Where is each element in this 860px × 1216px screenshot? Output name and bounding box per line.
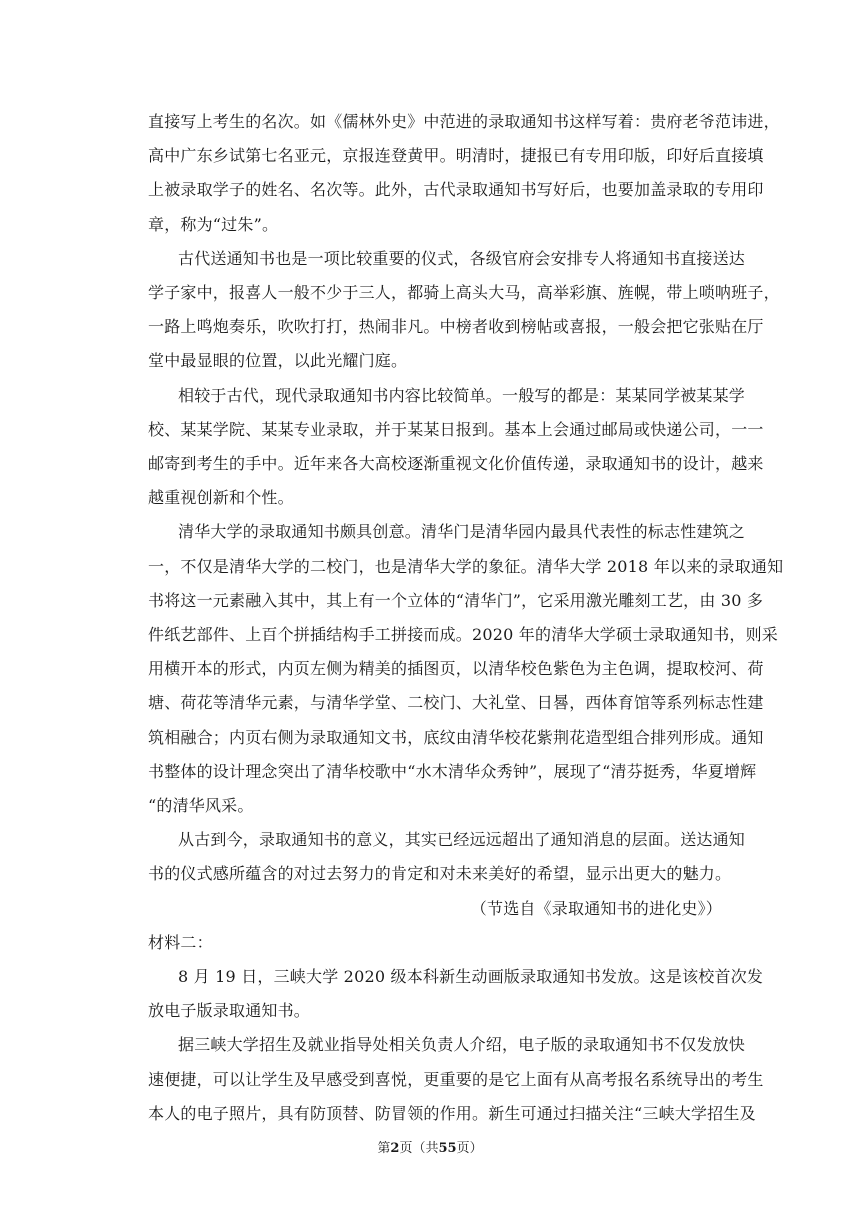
text-line: 古代送通知书也是一项比较重要的仪式，各级官府会安排专人将通知书直接送达 [178, 249, 746, 268]
text-line: 一，不仅是清华大学的二校门，也是清华大学的象征。清华大学 2018 年以来的录取通知 [148, 557, 784, 576]
source-attribution: （节选自《录取通知书的进化史》） [470, 899, 722, 918]
footer-page-number: 2 [390, 1141, 400, 1156]
text-line: 从古到今，录取通知书的意义，其实已经远远超出了通知消息的层面。送达通知 [178, 830, 746, 849]
text-line: 用横开本的形式，内页左侧为精美的插图页，以清华校色紫色为主色调，提取校河、荷 [148, 659, 764, 678]
text-line: 速便捷，可以让学生及早感受到喜悦，更重要的是它上面有从高考报名系统导出的考生 [148, 1070, 764, 1089]
text-line: 据三峡大学招生及就业指导处相关负责人介绍，电子版的录取通知书不仅发放快 [178, 1035, 746, 1054]
footer-prefix: 第 [377, 1141, 391, 1156]
text-line: 章，称为“过朱”。 [148, 215, 279, 234]
text-line: 高中广东乡试第七名亚元，京报连登黄甲。明清时，捷报已有专用印版，印好后直接填 [148, 146, 764, 165]
text-line: 校、某某学院、某某专业录取，并于某某日报到。基本上会通过邮局或快递公司，一一 [148, 420, 764, 439]
text-line: 堂中最显眼的位置，以此光耀门庭。 [148, 351, 408, 370]
text-line: 8 月 19 日，三峡大学 2020 级本科新生动画版录取通知书发放。这是该校首次发 [178, 967, 764, 986]
text-line: 书的仪式感所蕴含的对过去努力的肯定和对未来美好的希望，显示出更大的魅力。 [148, 864, 732, 883]
text-line: 相较于古代，现代录取通知书内容比较简单。一般写的都是：某某同学被某某学 [178, 386, 746, 405]
text-line: 放电子版录取通知书。 [148, 1001, 311, 1020]
text-line: “的清华风采。 [148, 796, 254, 815]
text-line: 直接写上考生的名次。如《儒林外史》中范进的录取通知书这样写着：贵府老爷范讳进， [148, 112, 780, 131]
text-line: 件纸艺部件、上百个拼插结构手工拼接而成。2020 年的清华大学硕士录取通知书，则采 [148, 625, 779, 644]
text-line: 本人的电子照片，具有防顶替、防冒领的作用。新生可通过扫描关注“三峡大学招生及 [148, 1104, 756, 1123]
text-line: 学子家中，报喜人一般不少于三人，都骑上高头大马，高举彩旗、旌幌，带上唢呐班子， [148, 283, 780, 302]
footer-total-pages: 55 [438, 1141, 457, 1156]
text-line: 邮寄到考生的手中。近年来各大高校逐渐重视文化价值传递，录取通知书的设计，越来 [148, 454, 764, 473]
text-line: 一路上鸣炮奏乐，吹吹打打，热闹非凡。中榜者收到榜帖或喜报，一般会把它张贴在厅 [148, 317, 764, 336]
text-line: 塘、荷花等清华元素，与清华学堂、二校门、大礼堂、日晷，西体育馆等系列标志性建 [148, 693, 764, 712]
page-footer [0, 1140, 860, 1158]
text-line: 筑相融合；内页右侧为录取通知文书，底纹由清华校花紫荆花造型组合排列形成。通知 [148, 728, 764, 747]
text-line: 清华大学的录取通知书颇具创意。清华门是清华园内最具代表性的标志性建筑之 [178, 522, 746, 541]
section-label: 材料二： [148, 933, 213, 952]
text-line: 书将这一元素融入其中，其上有一个立体的“清华门”，它采用激光雕刻工艺，由 30 多 [148, 591, 764, 610]
text-line: 越重视创新和个性。 [148, 488, 294, 507]
footer-middle: 页（共 [399, 1141, 439, 1156]
footer-suffix: 页） [456, 1141, 483, 1156]
text-line: 书整体的设计理念突出了清华校歌中“水木清华众秀钟”，展现了“清芬挺秀，华夏增辉 [148, 762, 757, 781]
text-line: 上被录取学子的姓名、名次等。此外，古代录取通知书写好后，也要加盖录取的专用印 [148, 180, 764, 199]
